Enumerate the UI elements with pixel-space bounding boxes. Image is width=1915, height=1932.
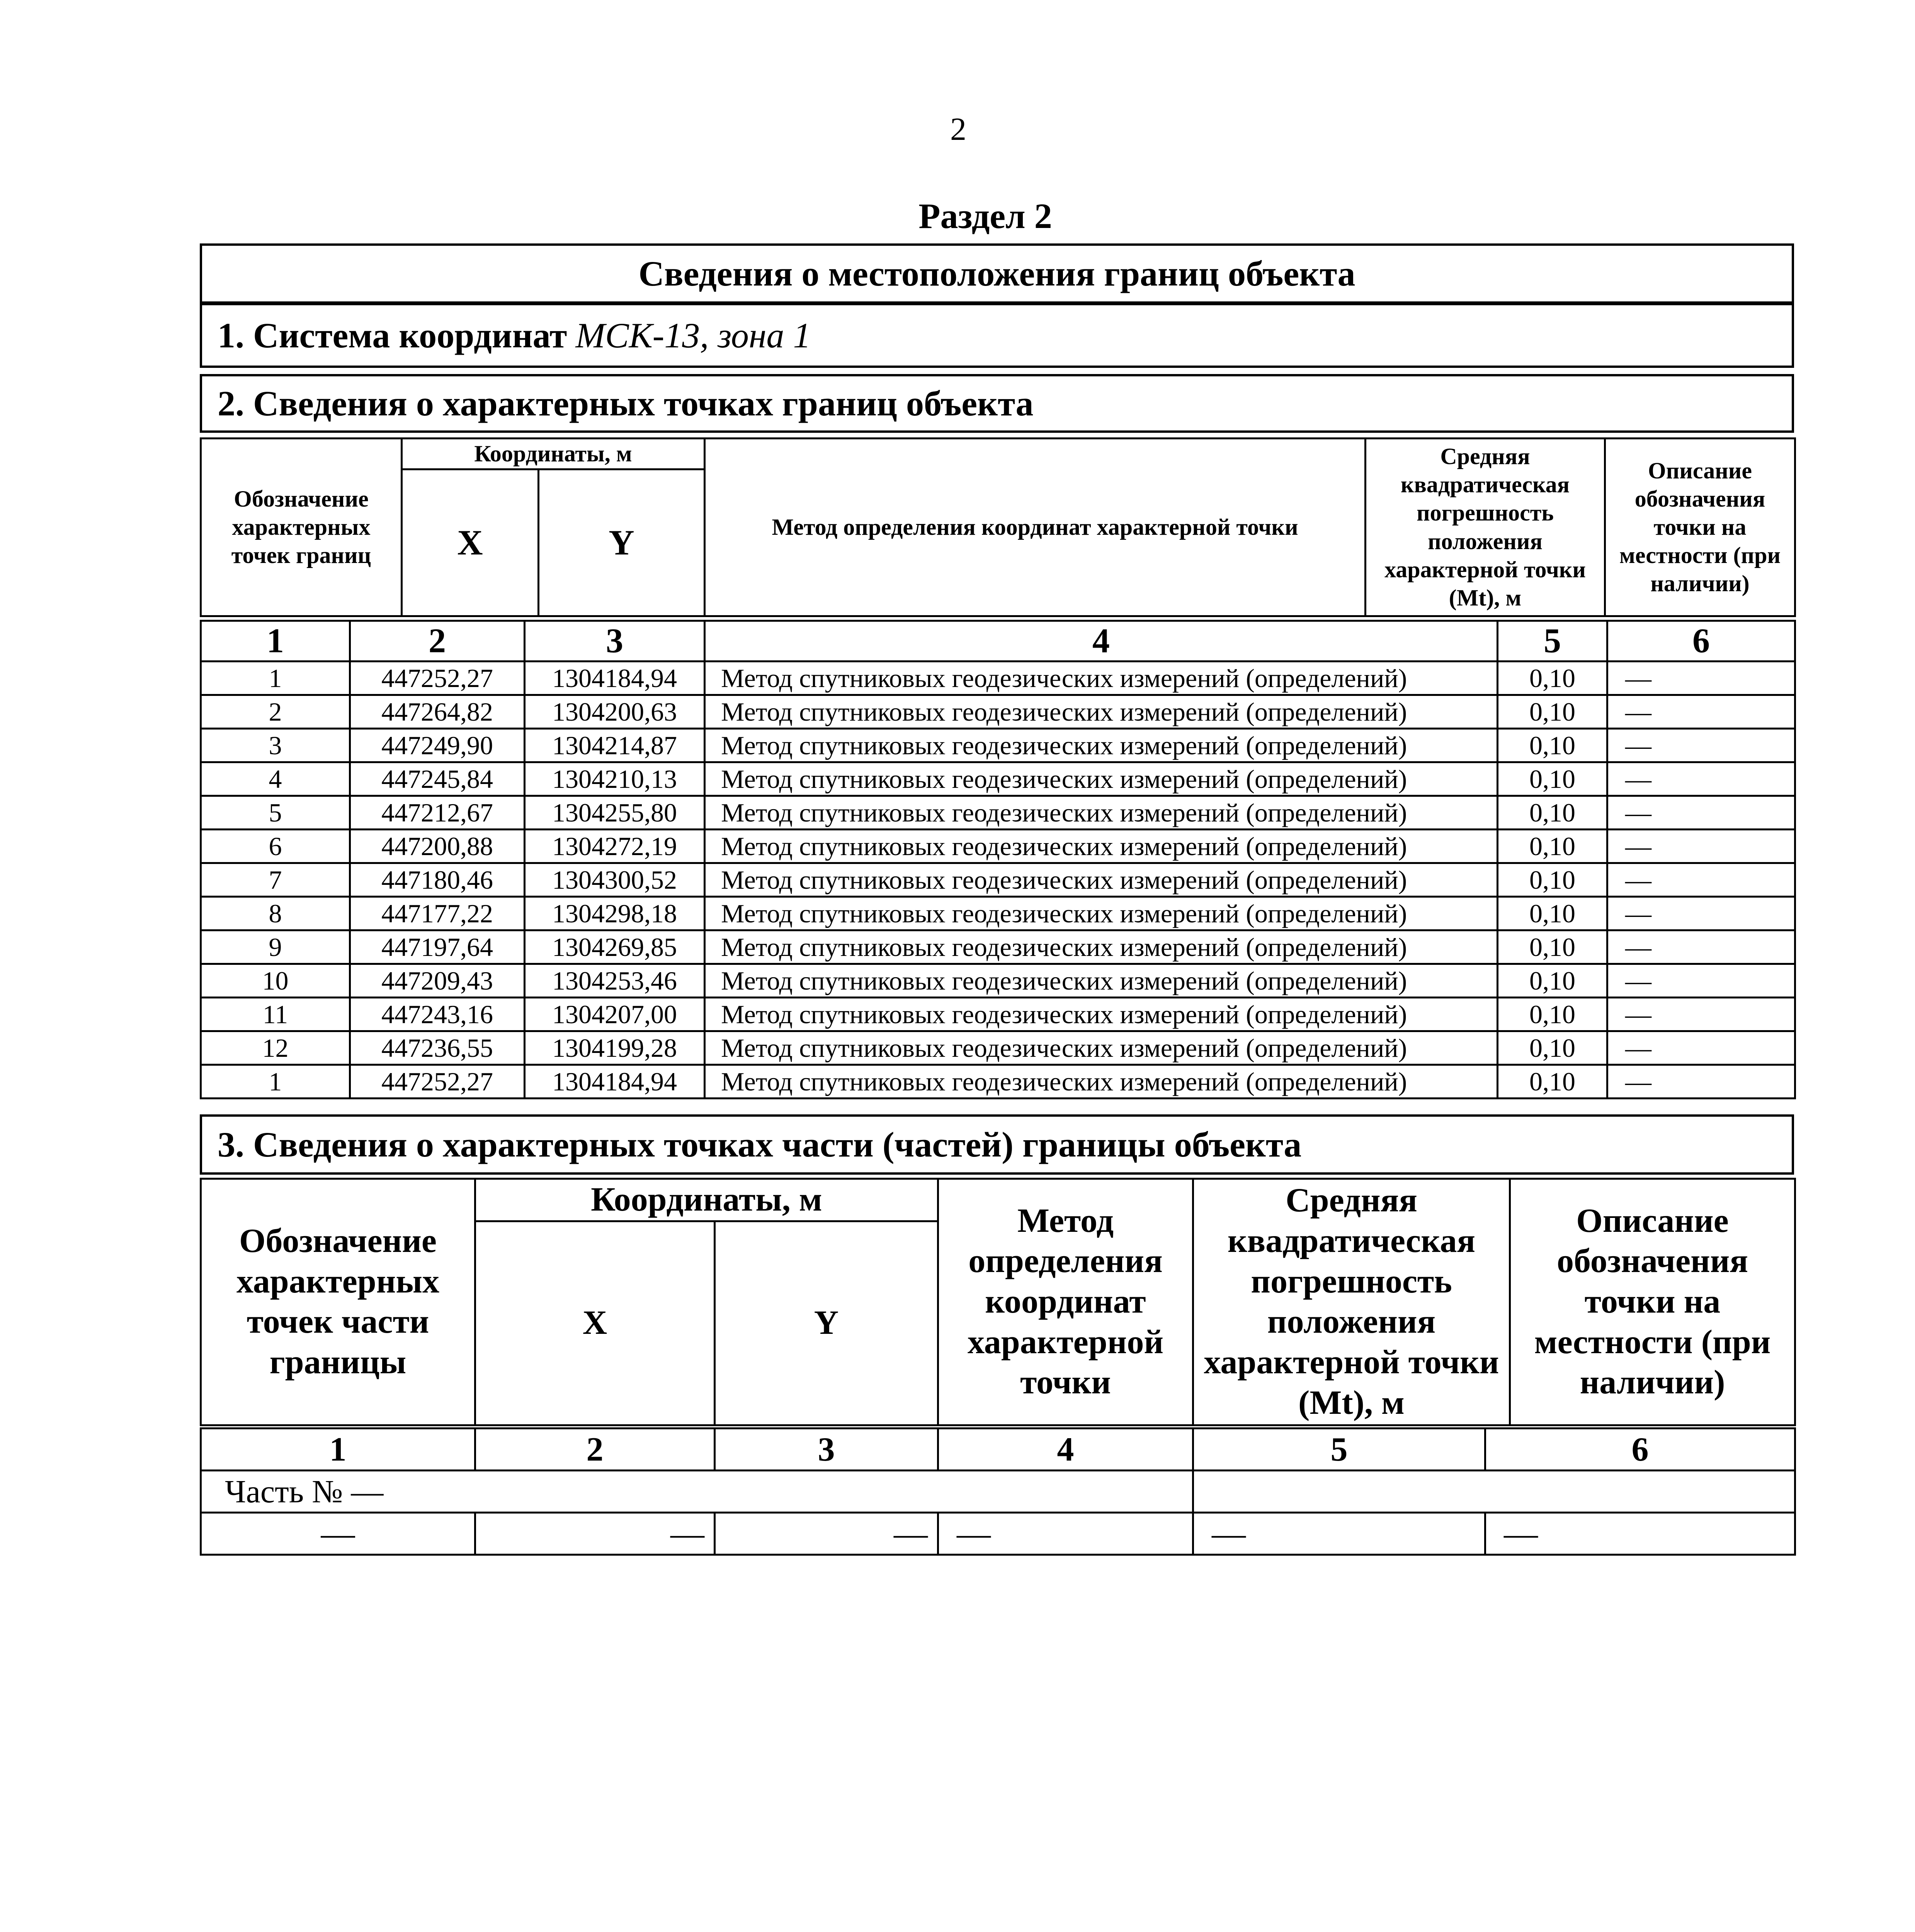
coordinate-system-value: МСК-13, зона 1 bbox=[575, 316, 811, 355]
part-cell: — bbox=[715, 1513, 938, 1555]
coord-y: 1304210,13 bbox=[525, 762, 705, 796]
coord-x: 447249,90 bbox=[350, 729, 525, 762]
section-title: Раздел 2 bbox=[918, 196, 1052, 236]
coord-x: 447264,82 bbox=[350, 695, 525, 729]
description-cell: — bbox=[1607, 998, 1795, 1031]
method-cell: Метод спутниковых геодезических измерений (определений) bbox=[705, 796, 1498, 830]
part-label-empty bbox=[1193, 1471, 1795, 1513]
section3-title bbox=[200, 1114, 1794, 1175]
part-cell: — bbox=[201, 1513, 475, 1555]
coord-y: 1304300,52 bbox=[525, 863, 705, 897]
coord-x: 447177,22 bbox=[350, 897, 525, 930]
coord-x: 447252,27 bbox=[350, 662, 525, 695]
column-number: 4 bbox=[938, 1429, 1193, 1471]
table-row bbox=[201, 930, 1795, 964]
method-cell: Метод спутниковых геодезических измерений (определений) bbox=[705, 1031, 1498, 1065]
section3-header-table bbox=[200, 1178, 1796, 1426]
point-number: 4 bbox=[201, 762, 350, 796]
table-row bbox=[201, 762, 1795, 796]
point-number: 1 bbox=[201, 1065, 350, 1099]
error-cell: 0,10 bbox=[1498, 930, 1607, 964]
column-number: 1 bbox=[201, 1429, 475, 1471]
point-number: 12 bbox=[201, 1031, 350, 1065]
error-cell: 0,10 bbox=[1498, 830, 1607, 863]
column-number: 5 bbox=[1193, 1429, 1485, 1471]
description-cell: — bbox=[1607, 796, 1795, 830]
table-row bbox=[201, 729, 1795, 762]
section2-header-table bbox=[200, 437, 1796, 617]
part-header-y: Y bbox=[715, 1221, 938, 1425]
col-header-method: Метод определения координат характерной точки bbox=[705, 439, 1366, 616]
col-header-designation: Обозначение характерных точек границ bbox=[201, 439, 402, 616]
column-number: 6 bbox=[1607, 621, 1795, 662]
coord-y: 1304184,94 bbox=[525, 1065, 705, 1099]
column-number: 5 bbox=[1498, 621, 1607, 662]
section3-title-text: 3. Сведения о характерных точках части (частей) границы объекта bbox=[218, 1125, 1302, 1164]
table-row bbox=[201, 695, 1795, 729]
point-number: 11 bbox=[201, 998, 350, 1031]
section2-points-table bbox=[200, 620, 1796, 1099]
part-label: Часть № — bbox=[201, 1471, 1193, 1513]
method-cell: Метод спутниковых геодезических измерений (определений) bbox=[705, 729, 1498, 762]
part-column-numbers-row bbox=[201, 1429, 1795, 1471]
point-number: 1 bbox=[201, 662, 350, 695]
description-cell: — bbox=[1607, 1065, 1795, 1099]
coord-y: 1304214,87 bbox=[525, 729, 705, 762]
table-row bbox=[201, 830, 1795, 863]
section1-header bbox=[200, 243, 1794, 304]
coord-x: 447197,64 bbox=[350, 930, 525, 964]
col-header-error: Средняя квадратическая погрешность положения характерной точки (Mt), м bbox=[1366, 439, 1605, 616]
coord-x: 447252,27 bbox=[350, 1065, 525, 1099]
description-cell: — bbox=[1607, 695, 1795, 729]
method-cell: Метод спутниковых геодезических измерений (определений) bbox=[705, 830, 1498, 863]
table-row bbox=[201, 998, 1795, 1031]
coord-y: 1304200,63 bbox=[525, 695, 705, 729]
column-number: 2 bbox=[475, 1429, 715, 1471]
column-number: 1 bbox=[201, 621, 350, 662]
method-cell: Метод спутниковых геодезических измерений (определений) bbox=[705, 695, 1498, 729]
section1-header-text: Сведения о местоположения границ объекта bbox=[638, 254, 1355, 293]
coord-x: 447180,46 bbox=[350, 863, 525, 897]
method-cell: Метод спутниковых геодезических измерений (определений) bbox=[705, 897, 1498, 930]
column-number: 4 bbox=[705, 621, 1498, 662]
coord-x: 447245,84 bbox=[350, 762, 525, 796]
point-number: 6 bbox=[201, 830, 350, 863]
method-cell: Метод спутниковых геодезических измерений (определений) bbox=[705, 964, 1498, 998]
column-numbers-row bbox=[201, 621, 1795, 662]
coord-y: 1304269,85 bbox=[525, 930, 705, 964]
part-header-coordinates: Координаты, м bbox=[475, 1179, 938, 1221]
col-header-coordinates: Координаты, м bbox=[402, 439, 705, 469]
coord-x: 447200,88 bbox=[350, 830, 525, 863]
col-header-description: Описание обозначения точки на местности (при наличии) bbox=[1605, 439, 1795, 616]
table-row bbox=[201, 863, 1795, 897]
coord-y: 1304207,00 bbox=[525, 998, 705, 1031]
point-number: 9 bbox=[201, 930, 350, 964]
description-cell: — bbox=[1607, 897, 1795, 930]
method-cell: Метод спутниковых геодезических измерений (определений) bbox=[705, 998, 1498, 1031]
coord-x: 447212,67 bbox=[350, 796, 525, 830]
part-cell: — bbox=[1193, 1513, 1485, 1555]
column-number: 6 bbox=[1485, 1429, 1795, 1471]
method-cell: Метод спутниковых геодезических измерений (определений) bbox=[705, 762, 1498, 796]
description-cell: — bbox=[1607, 729, 1795, 762]
part-header-designation: Обозначение характерных точек части границы bbox=[201, 1179, 475, 1425]
part-header-method: Метод определения координат характерной точки bbox=[938, 1179, 1193, 1425]
description-cell: — bbox=[1607, 863, 1795, 897]
description-cell: — bbox=[1607, 1031, 1795, 1065]
method-cell: Метод спутниковых геодезических измерений (определений) bbox=[705, 1065, 1498, 1099]
coordinate-system-row bbox=[200, 303, 1794, 368]
page-number: 2 bbox=[950, 111, 966, 147]
point-number: 2 bbox=[201, 695, 350, 729]
error-cell: 0,10 bbox=[1498, 1031, 1607, 1065]
point-number: 3 bbox=[201, 729, 350, 762]
part-cell: — bbox=[475, 1513, 715, 1555]
section2-title bbox=[200, 374, 1794, 433]
part-header-x: X bbox=[475, 1221, 715, 1425]
method-cell: Метод спутниковых геодезических измерений (определений) bbox=[705, 863, 1498, 897]
table-row bbox=[201, 796, 1795, 830]
error-cell: 0,10 bbox=[1498, 998, 1607, 1031]
error-cell: 0,10 bbox=[1498, 1065, 1607, 1099]
table-row bbox=[201, 964, 1795, 998]
point-number: 10 bbox=[201, 964, 350, 998]
point-number: 5 bbox=[201, 796, 350, 830]
coord-x: 447236,55 bbox=[350, 1031, 525, 1065]
method-cell: Метод спутниковых геодезических измерений (определений) bbox=[705, 930, 1498, 964]
points-table-body bbox=[201, 662, 1795, 1099]
table-row bbox=[201, 662, 1795, 695]
error-cell: 0,10 bbox=[1498, 897, 1607, 930]
section2-title-text: 2. Сведения о характерных точках границ объекта bbox=[218, 384, 1034, 423]
part-label-row bbox=[201, 1471, 1795, 1513]
error-cell: 0,10 bbox=[1498, 964, 1607, 998]
coord-x: 447243,16 bbox=[350, 998, 525, 1031]
part-header-description: Описание обозначения точки на местности (при наличии) bbox=[1510, 1179, 1795, 1425]
column-number: 3 bbox=[715, 1429, 938, 1471]
error-cell: 0,10 bbox=[1498, 863, 1607, 897]
table-row bbox=[201, 1065, 1795, 1099]
section3-parts-table bbox=[200, 1427, 1796, 1556]
coord-y: 1304184,94 bbox=[525, 662, 705, 695]
method-cell: Метод спутниковых геодезических измерений (определений) bbox=[705, 662, 1498, 695]
coordinate-system-label: 1. Система координат bbox=[218, 316, 567, 355]
error-cell: 0,10 bbox=[1498, 729, 1607, 762]
description-cell: — bbox=[1607, 964, 1795, 998]
error-cell: 0,10 bbox=[1498, 662, 1607, 695]
col-header-x: X bbox=[402, 469, 539, 616]
description-cell: — bbox=[1607, 662, 1795, 695]
coord-y: 1304253,46 bbox=[525, 964, 705, 998]
column-number: 3 bbox=[525, 621, 705, 662]
col-header-y: Y bbox=[539, 469, 705, 616]
part-header-error: Средняя квадратическая погрешность положения характерной точки (Mt), м bbox=[1193, 1179, 1510, 1425]
error-cell: 0,10 bbox=[1498, 695, 1607, 729]
error-cell: 0,10 bbox=[1498, 796, 1607, 830]
table-row bbox=[201, 897, 1795, 930]
part-cell: — bbox=[1485, 1513, 1795, 1555]
part-empty-row bbox=[201, 1513, 1795, 1555]
description-cell: — bbox=[1607, 762, 1795, 796]
point-number: 8 bbox=[201, 897, 350, 930]
part-cell: — bbox=[938, 1513, 1193, 1555]
column-number: 2 bbox=[350, 621, 525, 662]
coord-y: 1304298,18 bbox=[525, 897, 705, 930]
description-cell: — bbox=[1607, 930, 1795, 964]
coord-y: 1304272,19 bbox=[525, 830, 705, 863]
coord-x: 447209,43 bbox=[350, 964, 525, 998]
table-row bbox=[201, 1031, 1795, 1065]
description-cell: — bbox=[1607, 830, 1795, 863]
error-cell: 0,10 bbox=[1498, 762, 1607, 796]
point-number: 7 bbox=[201, 863, 350, 897]
coord-y: 1304255,80 bbox=[525, 796, 705, 830]
coord-y: 1304199,28 bbox=[525, 1031, 705, 1065]
